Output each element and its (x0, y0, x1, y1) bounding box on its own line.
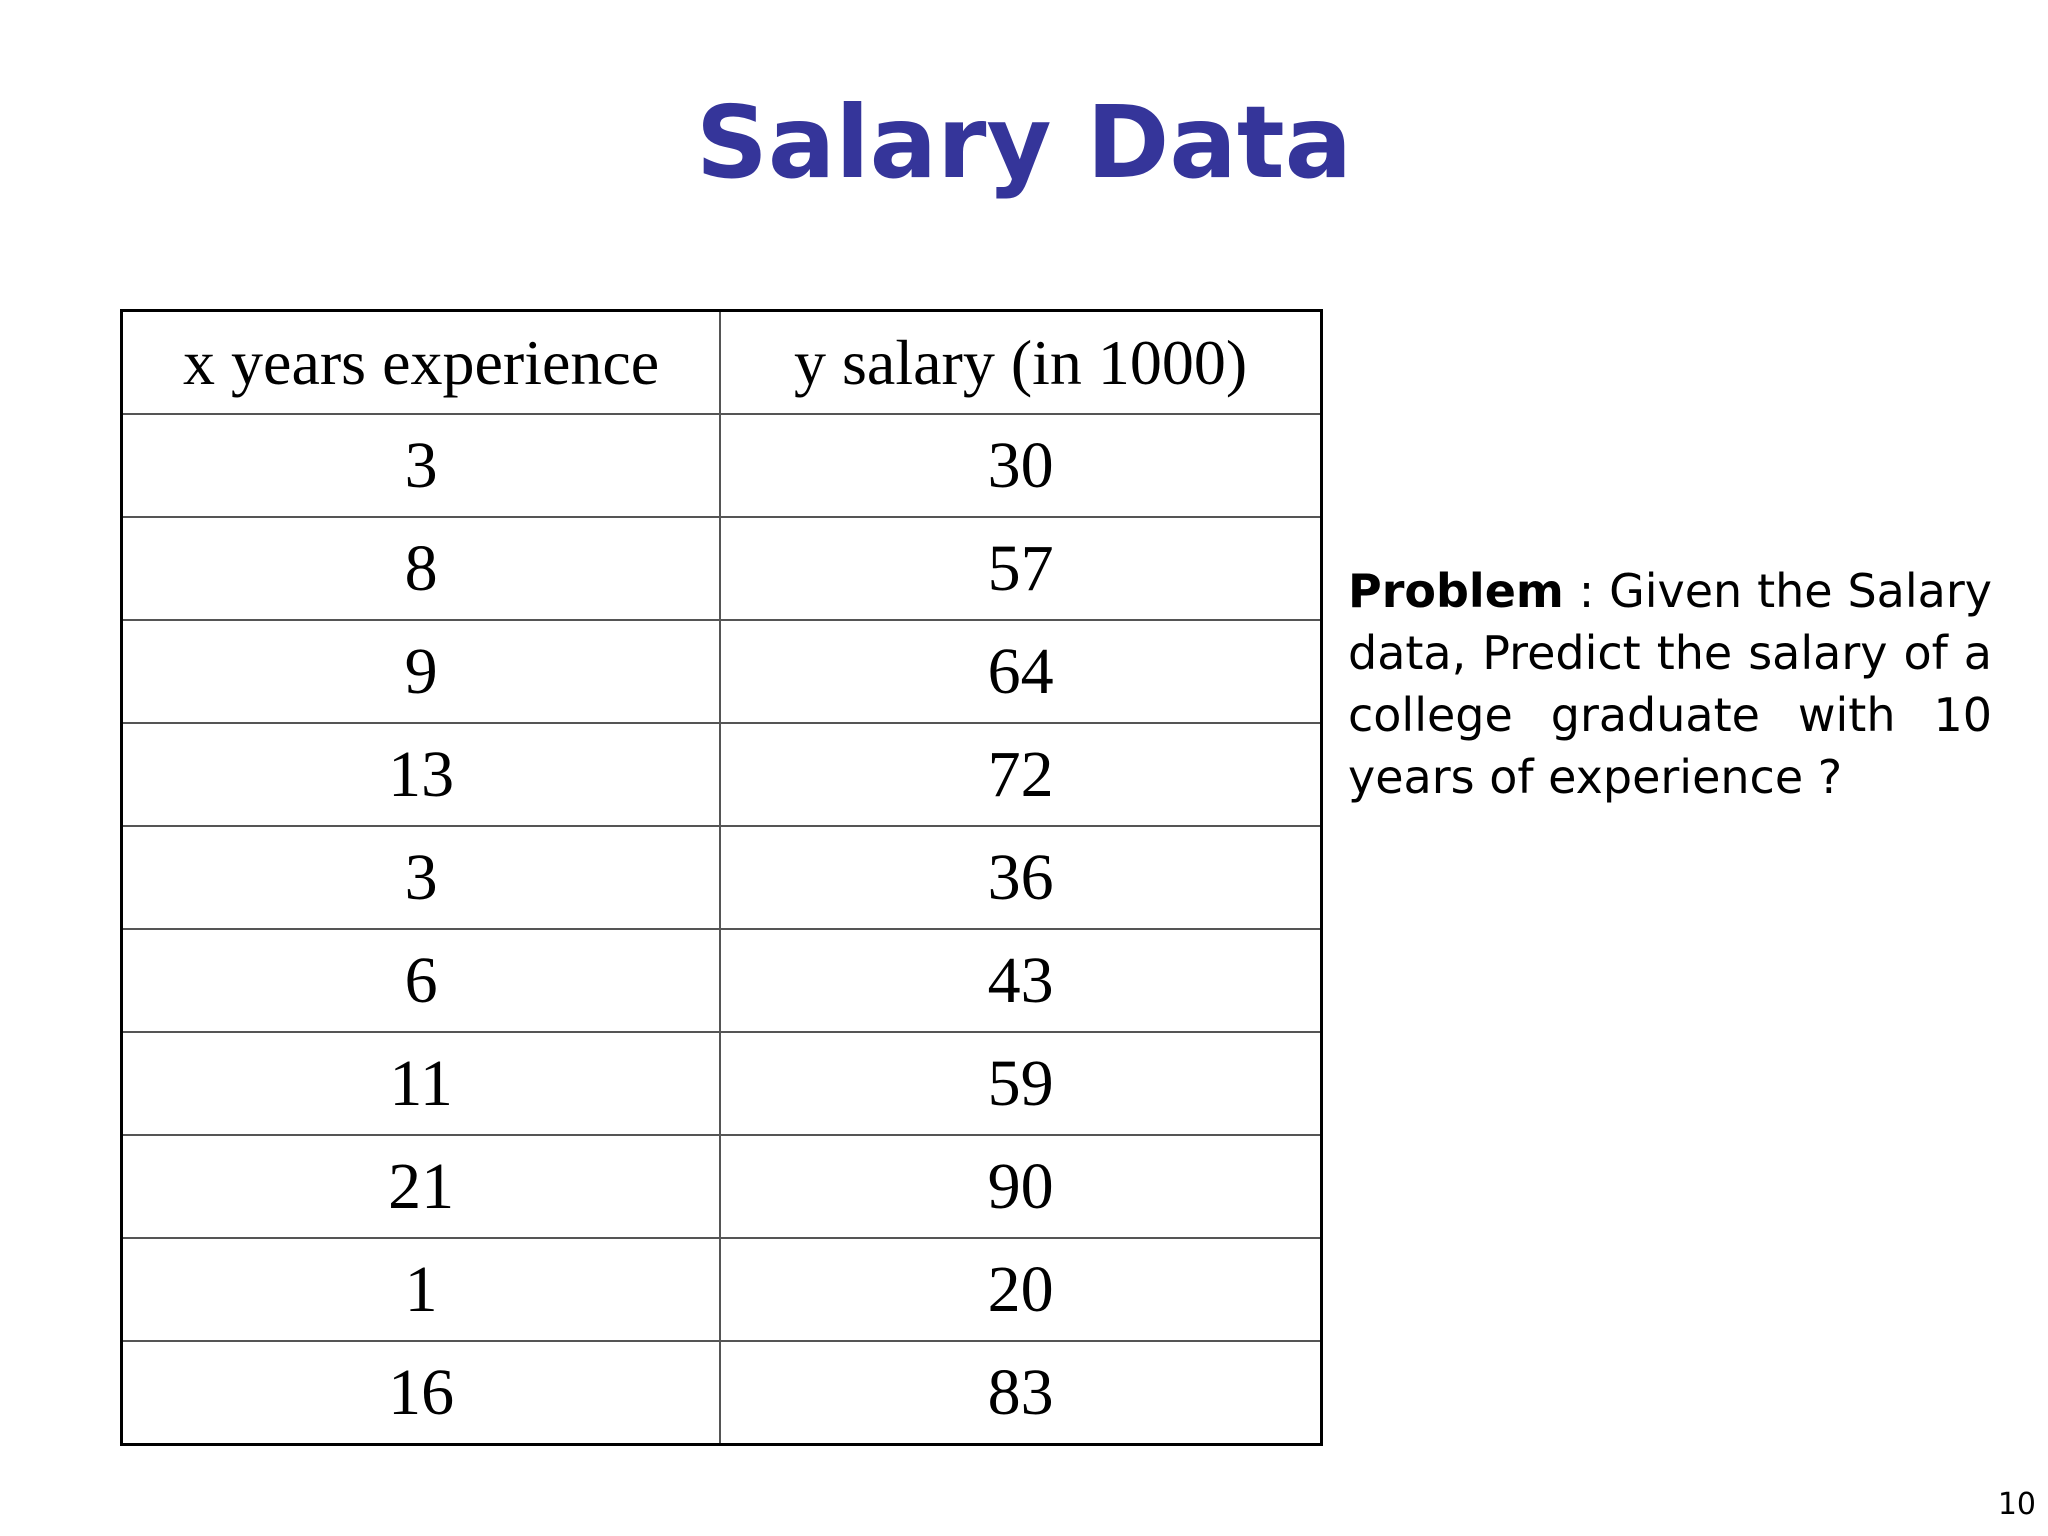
table-cell-x: 8 (122, 517, 721, 620)
problem-label: Problem (1348, 564, 1564, 618)
page-number: 10 (1997, 1487, 2036, 1522)
problem-statement (1348, 560, 1992, 808)
problem-text: Given the Salary data, Predict the salary of a college graduate with 10 years of experience ? (1348, 564, 1992, 804)
table-cell-y: 72 (720, 723, 1321, 826)
table-cell-y: 43 (720, 929, 1321, 1032)
column-header-x: x years experience (122, 311, 721, 415)
table-cell-y: 83 (720, 1341, 1321, 1445)
table-cell-y: 57 (720, 517, 1321, 620)
table-row (122, 723, 1322, 826)
table-cell-y: 59 (720, 1032, 1321, 1135)
table-cell-x: 16 (122, 1341, 721, 1445)
table-row (122, 929, 1322, 1032)
table-cell-x: 11 (122, 1032, 721, 1135)
table-row (122, 1341, 1322, 1445)
table-row (122, 1238, 1322, 1341)
table-row (122, 620, 1322, 723)
table-cell-y: 20 (720, 1238, 1321, 1341)
table-cell-x: 9 (122, 620, 721, 723)
table-cell-x: 1 (122, 1238, 721, 1341)
table-cell-x: 3 (122, 414, 721, 517)
table-row (122, 1135, 1322, 1238)
table-cell-x: 21 (122, 1135, 721, 1238)
table-row (122, 1032, 1322, 1135)
table-cell-x: 3 (122, 826, 721, 929)
salary-table (120, 309, 1323, 1446)
table-cell-y: 30 (720, 414, 1321, 517)
table-cell-y: 90 (720, 1135, 1321, 1238)
table-cell-y: 64 (720, 620, 1321, 723)
table-cell-y: 36 (720, 826, 1321, 929)
slide-title: Salary Data (695, 84, 1353, 201)
table-cell-x: 13 (122, 723, 721, 826)
table-row (122, 517, 1322, 620)
column-header-y: y salary (in 1000) (720, 311, 1321, 415)
table-row (122, 826, 1322, 929)
problem-separator: : (1563, 564, 1610, 618)
table-header-row (122, 311, 1322, 415)
table-cell-x: 6 (122, 929, 721, 1032)
table-row (122, 414, 1322, 517)
